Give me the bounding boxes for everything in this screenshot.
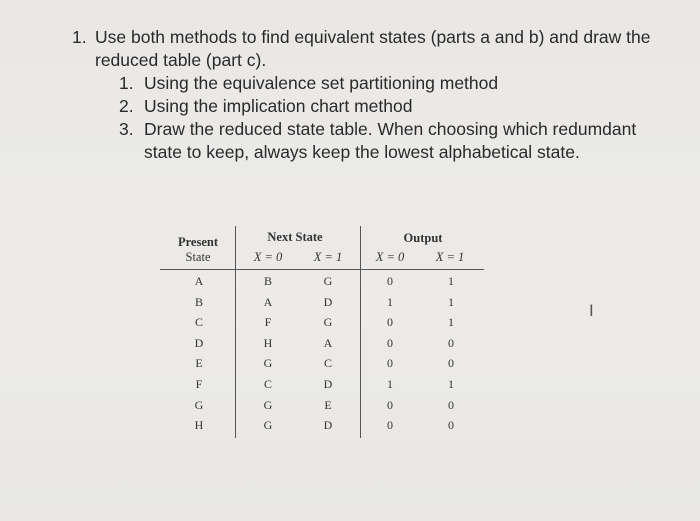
present-state-header: Present <box>177 235 219 249</box>
subitem-2 <box>119 95 672 118</box>
table-cell-out0: 0 <box>387 418 393 433</box>
table-cell-out0: 0 <box>387 274 393 288</box>
table-cell-ns0: A <box>263 294 273 309</box>
table-cell-out0: 0 <box>387 356 393 371</box>
table-cell-state: D <box>194 335 204 350</box>
table-cell-ns1: G <box>323 315 333 330</box>
table-cell-out1: 1 <box>448 294 454 309</box>
subitem-number: 1. <box>119 73 134 93</box>
table-cell-out0: 1 <box>387 377 393 391</box>
table-cell-state: C <box>194 315 203 330</box>
subitem-text: Using the implication chart method <box>144 96 413 116</box>
subitem-text: Using the equivalence set partitioning method <box>144 73 499 93</box>
subitem-list <box>119 72 672 164</box>
table-cell-out1: 1 <box>448 315 454 330</box>
table-cell-out0: 1 <box>387 294 393 309</box>
subitem-number: 3. <box>119 119 134 139</box>
table-cell-ns0: C <box>263 377 272 391</box>
header-rule <box>160 269 484 270</box>
table-cell-state: A <box>194 274 204 288</box>
table-cell-ns1: D <box>323 377 333 391</box>
table-cell-ns0: G <box>263 397 273 412</box>
table-cell-out1: 1 <box>448 274 454 288</box>
table-cell-ns0: F <box>264 315 272 330</box>
table-cell-ns1: A <box>323 335 333 350</box>
subitem-number: 2. <box>119 96 134 116</box>
table-cell-ns1: D <box>323 294 333 309</box>
table-cell-out1: 0 <box>448 418 454 433</box>
subitem-1 <box>119 72 672 95</box>
text-cursor-icon: I <box>589 301 594 320</box>
table-cell-out1: 1 <box>448 377 454 391</box>
table-cell-state: B <box>194 294 203 309</box>
present-state-header-2: State <box>185 250 211 264</box>
table-cell-out1: 0 <box>448 356 454 371</box>
table-cell-state: H <box>194 418 204 433</box>
next-state-header: Next State <box>267 230 323 244</box>
next-x1-label: X = 1 <box>313 250 343 264</box>
table-cell-ns0: H <box>263 335 273 350</box>
next-x0-label: X = 0 <box>253 250 283 264</box>
output-x1-label: X = 1 <box>435 250 465 264</box>
state-table <box>160 226 484 438</box>
column-divider-2 <box>360 226 361 438</box>
table-cell-ns0: G <box>263 418 273 433</box>
problem-number: 1. <box>72 27 87 47</box>
output-header: Output <box>403 231 443 245</box>
table-cell-state: F <box>195 377 203 391</box>
table-cell-ns1: C <box>323 356 332 371</box>
problem-statement <box>72 26 672 164</box>
table-cell-ns0: G <box>263 356 273 371</box>
output-x0-label: X = 0 <box>375 250 405 264</box>
table-cell-out0: 0 <box>387 335 393 350</box>
table-cell-out0: 0 <box>387 397 393 412</box>
table-cell-out1: 0 <box>448 397 454 412</box>
table-cell-state: G <box>194 397 204 412</box>
column-divider-1 <box>235 226 236 438</box>
problem-text: Use both methods to find equivalent states (parts a and b) and draw the reduced table (part c). <box>95 27 651 70</box>
subitem-3 <box>119 118 672 164</box>
subitem-text: Draw the reduced state table. When choosing which redumdant state to keep, always keep the lowest alphabetical state. <box>144 119 637 162</box>
table-cell-ns0: B <box>263 274 272 288</box>
table-cell-out1: 0 <box>448 335 454 350</box>
table-cell-ns1: G <box>323 274 333 288</box>
table-cell-ns1: E <box>324 397 332 412</box>
table-cell-out0: 0 <box>387 315 393 330</box>
table-cell-state: E <box>195 356 203 371</box>
table-cell-ns1: D <box>323 418 333 433</box>
